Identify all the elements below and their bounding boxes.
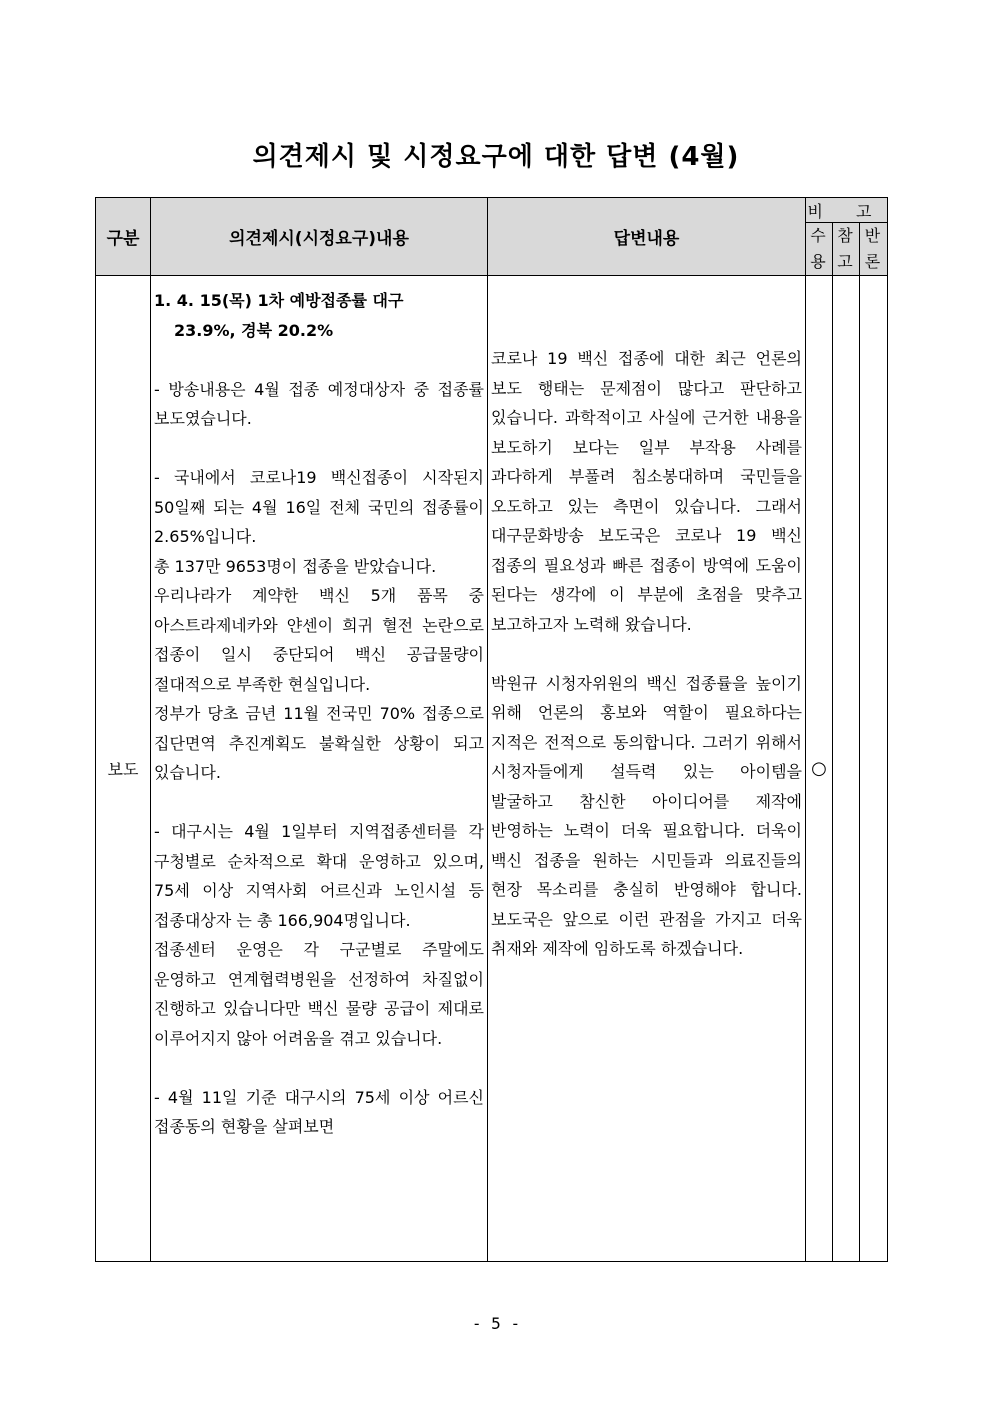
opinion-paragraph: 접종센터 운영은 각 구군별로 주말에도 운영하고 연계협력병원을 선정하여 차질없이 진행하고 있습니다만 백신 물량 공급이 제대로 이루어지지 않아 어려움을 겪고 있습니다. [154, 940, 484, 1048]
header-reject: 반론 [860, 223, 888, 276]
opinion-paragraph: - 국내에서 코로나19 백신접종이 시작된지 50일째 되는 4월 16일 전체 국민의 접종률이 2.65%입니다. [154, 468, 484, 546]
opinion-paragraph: - 대구시는 4월 1일부터 지역접종센터를 각 구청별로 순차적으로 확대 운영하고 있으며, 75세 이상 지역사회 어르신과 노인시설 등 접종대상자 는 총 166,904명입니다. [154, 822, 484, 930]
header-accept: 수용 [806, 223, 833, 276]
header-opinion: 의견제시(시정요구)내용 [151, 198, 488, 276]
header-reference: 참고 [833, 223, 860, 276]
reference-mark [833, 276, 860, 1262]
reject-mark [860, 276, 888, 1262]
opinion-response-table [95, 197, 888, 1262]
row-category: 보도 [96, 276, 151, 1262]
opinion-paragraph: 우리나라가 계약한 백신 5개 품목 중 아스트라제네카와 얀센이 희귀 혈전 논란으로 접종이 일시 중단되어 백신 공급물량이 절대적으로 부족한 현실입니다. [154, 586, 484, 694]
opinion-title-line-1: 1. 4. 15(목) 1차 예방접종률 대구 [154, 291, 404, 310]
opinion-paragraph: - 방송내용은 4월 접종 예정대상자 중 접종률 보도였습니다. [154, 379, 484, 428]
accept-mark: ○ [806, 276, 833, 1262]
opinion-paragraph: 정부가 당초 금년 11월 전국민 70% 접종으로 집단면역 추진계획도 불확실한 상황이 되고 있습니다. [154, 704, 484, 782]
opinion-title-line-2: 23.9%, 경북 20.2% [174, 320, 334, 340]
answer-paragraph: 박원규 시청자위원의 백신 접종률을 높이기 위해 언론의 홍보와 역할이 필요하다는 지적은 전적으로 동의합니다. 그러기 위해서 시청자들에게 설득력 있는 아이템을 발굴하고 참신한 아이디어를 제작에 반영하는 노력이 더욱 필요합니다. 더욱이 백신 접종을 원하는 시민들과 의료진들의 현장 목소리를 충실히 반영해야 합니다. 보도국은 앞으로 이런 관점을 가지고 더욱 취재와 제작에 임하도록 하겠습니다. [491, 673, 802, 958]
header-answer: 답변내용 [488, 198, 806, 276]
header-remarks: 비 고 [806, 198, 888, 223]
opinion-cell [151, 276, 488, 1262]
opinion-title [154, 286, 484, 345]
answer-cell [488, 276, 806, 1262]
page-title: 의견제시 및 시정요구에 대한 답변 (4월) [252, 142, 740, 172]
opinion-paragraph: 총 137만 9653명이 접종을 받았습니다. [154, 556, 437, 576]
header-category: 구분 [96, 198, 151, 276]
answer-paragraph: 코로나 19 백신 접종에 대한 최근 언론의 보도 행태는 문제점이 많다고 판단하고 있습니다. 과학적이고 사실에 근거한 내용을 보도하기 보다는 일부 부작용 사례를 과다하게 부풀려 침소봉대하며 국민들을 오도하고 있는 측면이 있습니다. 그래서 대구문화방송 보도국은 코로나 19 백신 접종의 필요성과 빠른 접종이 방역에 도움이 된다는 생각에 이 부분에 초점을 맞추고 보고하고자 노력해 왔습니다. [491, 349, 802, 634]
page-number: - 5 - [471, 1314, 521, 1333]
opinion-paragraph: - 4월 11일 기준 대구시의 75세 이상 어르신 접종동의 현황을 살펴보면 [154, 1087, 484, 1136]
